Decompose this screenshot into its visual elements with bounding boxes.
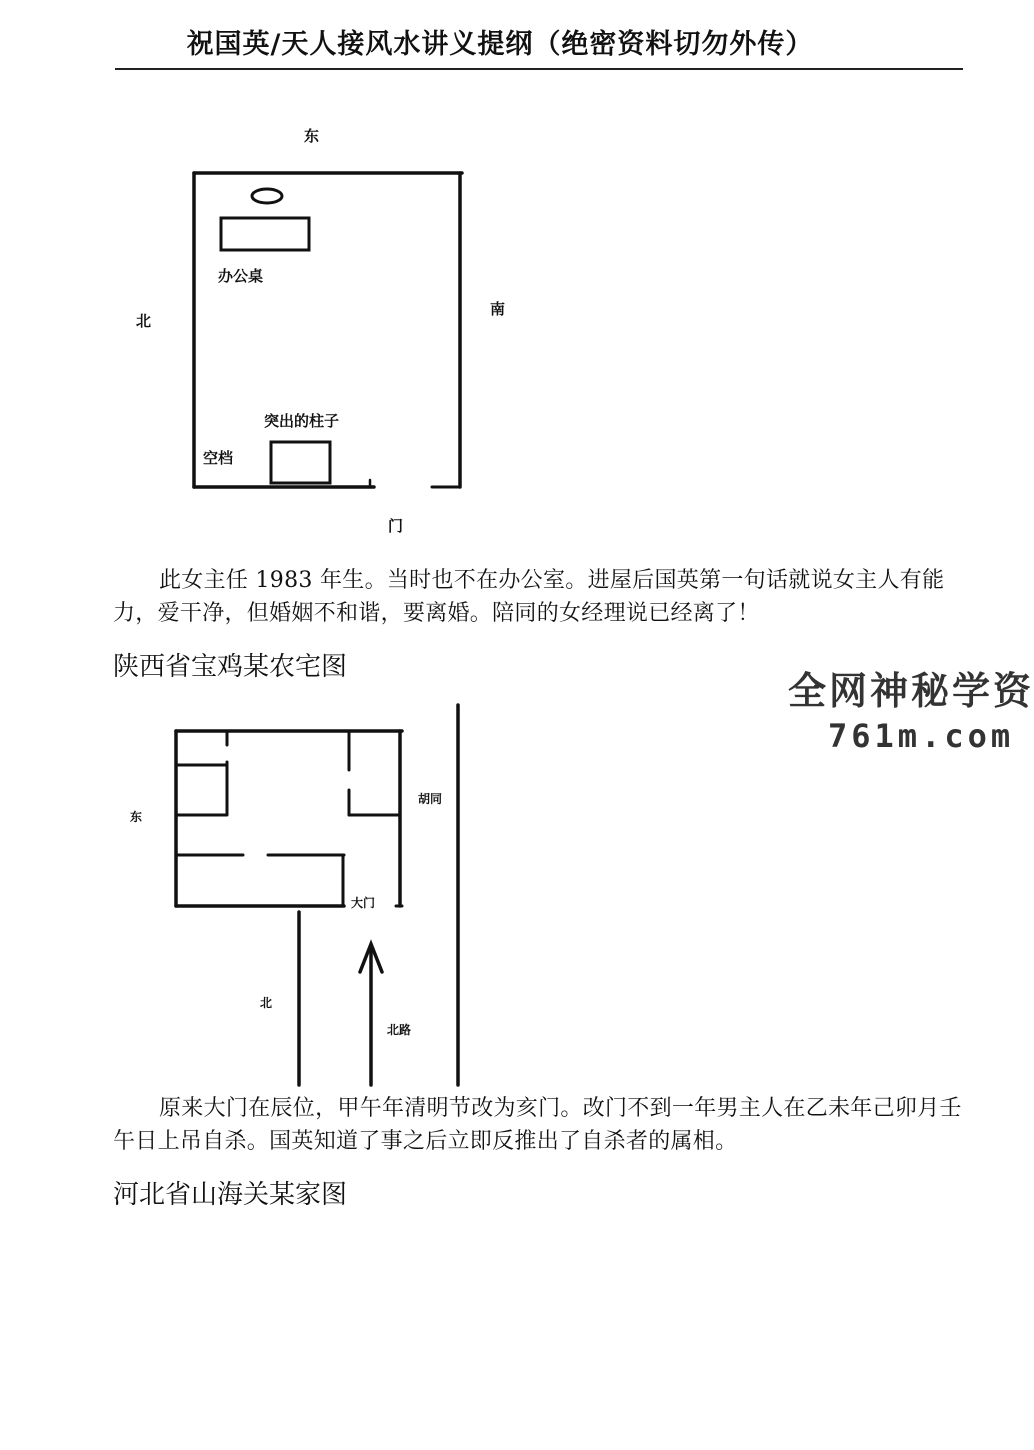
compass-label-east-2: 东 xyxy=(130,810,143,824)
desk-label: 办公桌 xyxy=(218,267,264,285)
section-heading-baoji: 陕西省宝鸡某农宅图 xyxy=(113,652,348,682)
compass-label-south: 南 xyxy=(490,300,506,318)
door-label: 门 xyxy=(388,517,404,535)
section-heading-shanhaiguan: 河北省山海关某家图 xyxy=(113,1180,348,1210)
hutong-label: 胡同 xyxy=(418,792,443,806)
compass-label-east: 东 xyxy=(304,127,320,145)
compass-label-north-2: 北 xyxy=(260,996,273,1010)
watermark-url: 761m.com xyxy=(828,717,1015,755)
case-description-paragraph-1: 此女主任 1983 年生。当时也不在办公室。进屋后国英第一句话就说女主人有能力，爱干净，但婚姻不和谐，要离婚。陪同的女经理说已经离了！ xyxy=(113,568,945,626)
watermark-title: 全网神秘学资 xyxy=(788,669,1034,713)
main-gate-label: 大门 xyxy=(351,896,376,910)
page-header-title: 祝国英/天人接风水讲义提纲（绝密资料切勿外传） xyxy=(186,29,814,60)
compass-label-north: 北 xyxy=(136,312,152,330)
gap-label: 空档 xyxy=(203,449,234,467)
case-description-paragraph-2: 原来大门在辰位，甲午年清明节改为亥门。改门不到一年男主人在乙未年己卯月壬午日上吊自杀。国英知道了事之后立即反推出了自杀者的属相。 xyxy=(113,1096,962,1154)
north-road-label: 北路 xyxy=(387,1023,412,1037)
pillar-label: 突出的柱子 xyxy=(264,412,340,430)
